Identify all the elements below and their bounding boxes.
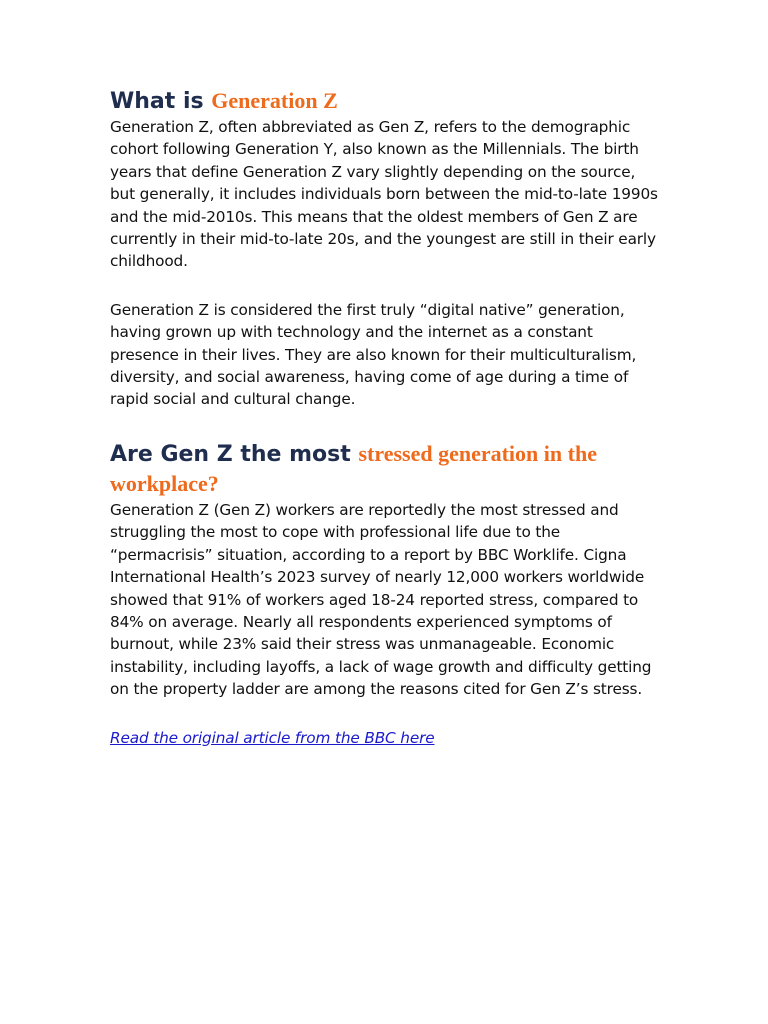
heading-plain-text: Are Gen Z the most xyxy=(110,441,359,467)
document-page xyxy=(110,86,660,749)
paragraph-spacer xyxy=(110,273,660,299)
heading-accent-text: Generation Z xyxy=(211,88,338,113)
heading-accent-text: stressed generation in the workplace? xyxy=(110,440,597,496)
paragraph-digital-native: Generation Z is considered the first truly “digital native” generation, having grown up with technology and the internet as a constant presence in their lives. They are also known for their multiculturalism, diversity, and social awareness, having come of age during a time of rapid social and cultural change. xyxy=(110,300,637,409)
link-paragraph xyxy=(110,727,660,749)
section-heading-stressed-generation xyxy=(110,439,660,499)
heading-plain-text: What is xyxy=(110,89,212,114)
bbc-article-link[interactable]: Read the original article from the BBC here xyxy=(110,728,435,747)
section-spacer xyxy=(110,411,660,439)
section-heading-what-is-gen-z xyxy=(110,86,660,116)
paragraph-gen-z-definition: Generation Z, often abbreviated as Gen Z, refers to the demographic cohort following Generation Y, also known as the Millennials. The birth years that define Generation Z vary slightly depending on the source, but generally, it includes individuals born between the mid-to-late 1990s and the mid-2010s. This means that the oldest members of Gen Z are currently in their mid-to-late 20s, and the youngest are still in their early childhood. xyxy=(110,118,658,271)
paragraph-gen-z-stress: Generation Z (Gen Z) workers are reportedly the most stressed and struggling the most to cope with professional life due to the “permacrisis” situation, according to a report by BBC Worklife. Cigna International Health’s 2023 survey of nearly 12,000 workers worldwide showed that 91% of workers aged 18-24 reported stress, compared to 84% on average. Nearly all respondents experienced symptoms of burnout, while 23% said their stress was unmanageable. Economic instability, including layoffs, a lack of wage growth and difficulty getting on the property ladder are among the reasons cited for Gen Z’s stress. xyxy=(110,500,652,699)
paragraph-spacer xyxy=(110,701,660,727)
